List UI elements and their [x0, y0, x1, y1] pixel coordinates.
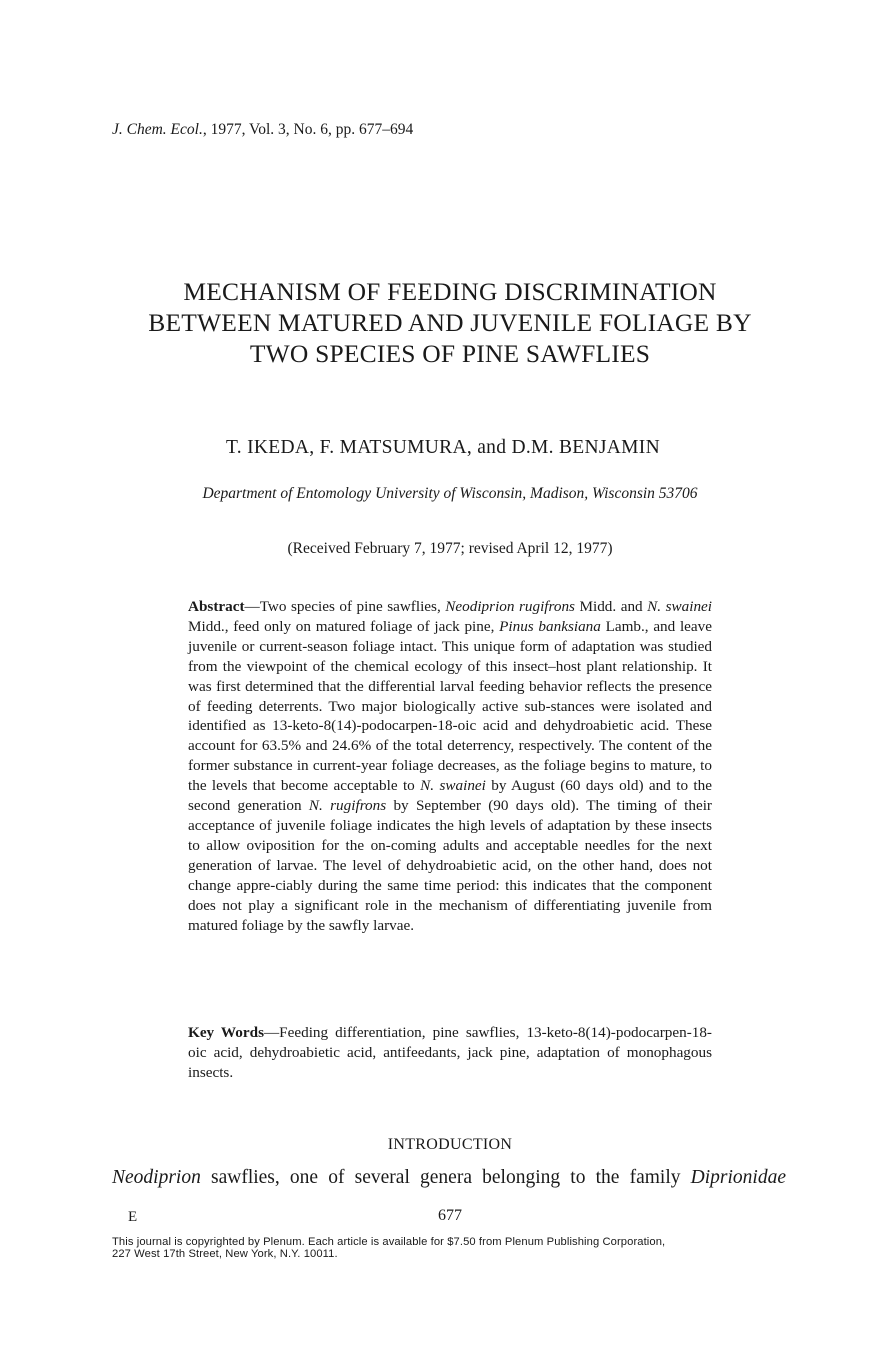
journal-citation	[112, 121, 413, 139]
footer-line-1: This journal is copyrighted by Plenum. Each article is available for $7.50 from Plenum Publishing Corporation,	[112, 1236, 666, 1248]
abstract-text: Midd. and	[574, 598, 648, 615]
abstract-text: Lamb., and leave juvenile or current-season foliage intact. This unique form of adaptation was studied from the viewpoint of the chemical ecology of this insect–host plant relationship. It was first determined that the differential larval feeding behavior reflects the presence of feeding deterrents. Two major biologically active sub-stances were isolated and identified as 13-keto-8(14)-podocarpen-18-oic acid and dehydroabietic acid. These account for 63.5% and 24.6% of the total deterrency, respectively. The content of the former substance in current-year foliage decreases, as the foliage begins to mature, to the levels that become acceptable to	[188, 617, 712, 795]
article-title	[60, 276, 840, 369]
abstract-text: by September (90 days old). The timing of their acceptance of juvenile foliage indicates the high levels of adaptation by these insects to allow oviposition for the on-coming adults and acceptable needles for the next generation of larvae. The level of dehydroabietic acid, on the other hand, does not change appre-ciably during the same time period: this indicates that the component does not play a significant role in the mechanism of differentiating juvenile from matured foliage by the sawfly larvae.	[188, 797, 712, 934]
species-name: N. swainei	[647, 598, 713, 615]
genus-name: Neodiprion	[112, 1167, 201, 1188]
abstract	[188, 597, 712, 935]
introduction-text: sawflies, one of several genera belonging to the family	[200, 1167, 691, 1188]
key-words-text: —Feeding differentiation, pine sawflies, 13-keto-8(14)-podocarpen-18-oic acid, dehydroabietic acid, antifeedants, jack pine, adaptation of monophagous insects.	[188, 1024, 712, 1081]
abstract-text: Midd., feed only on matured foliage of jack pine,	[188, 617, 500, 635]
abstract-text: by August (60 days old) and to the second generation	[188, 777, 712, 815]
family-name: Diprionidae	[690, 1167, 786, 1188]
abstract-text: —Two species of pine sawflies,	[244, 598, 446, 615]
page-number: 677	[438, 1207, 462, 1224]
affiliation: Department of Entomology University of Wisconsin, Madison, Wisconsin 53706	[202, 485, 698, 502]
received-dates: (Received February 7, 1977; revised April 12, 1977)	[287, 540, 613, 557]
signature-mark: E	[128, 1209, 138, 1225]
journal-name: J. Chem. Ecol.	[112, 121, 203, 138]
species-name: Pinus banksiana	[499, 617, 601, 635]
title-line-3: TWO SPECIES OF PINE SAWFLIES	[249, 339, 651, 368]
introduction-first-line	[112, 1167, 786, 1189]
species-name: Neodiprion rugifrons	[445, 598, 575, 615]
citation-details: , 1977, Vol. 3, No. 6, pp. 677–694	[202, 121, 414, 138]
abstract-label: Abstract	[188, 598, 245, 615]
copyright-footer	[112, 1237, 792, 1260]
introduction-heading: INTRODUCTION	[387, 1136, 513, 1153]
key-words-label: Key Words	[188, 1024, 264, 1041]
species-name: N. swainei	[420, 777, 486, 795]
footer-line-2: 227 West 17th Street, New York, N.Y. 10011.	[112, 1247, 338, 1260]
title-line-1: MECHANISM OF FEEDING DISCRIMINATION	[183, 277, 717, 306]
key-words	[188, 1023, 712, 1083]
species-name: N. rugifrons	[308, 797, 387, 815]
title-line-2: BETWEEN MATURED AND JUVENILE FOLIAGE BY	[148, 308, 752, 337]
authors: T. IKEDA, F. MATSUMURA, and D.M. BENJAMIN	[226, 437, 660, 458]
